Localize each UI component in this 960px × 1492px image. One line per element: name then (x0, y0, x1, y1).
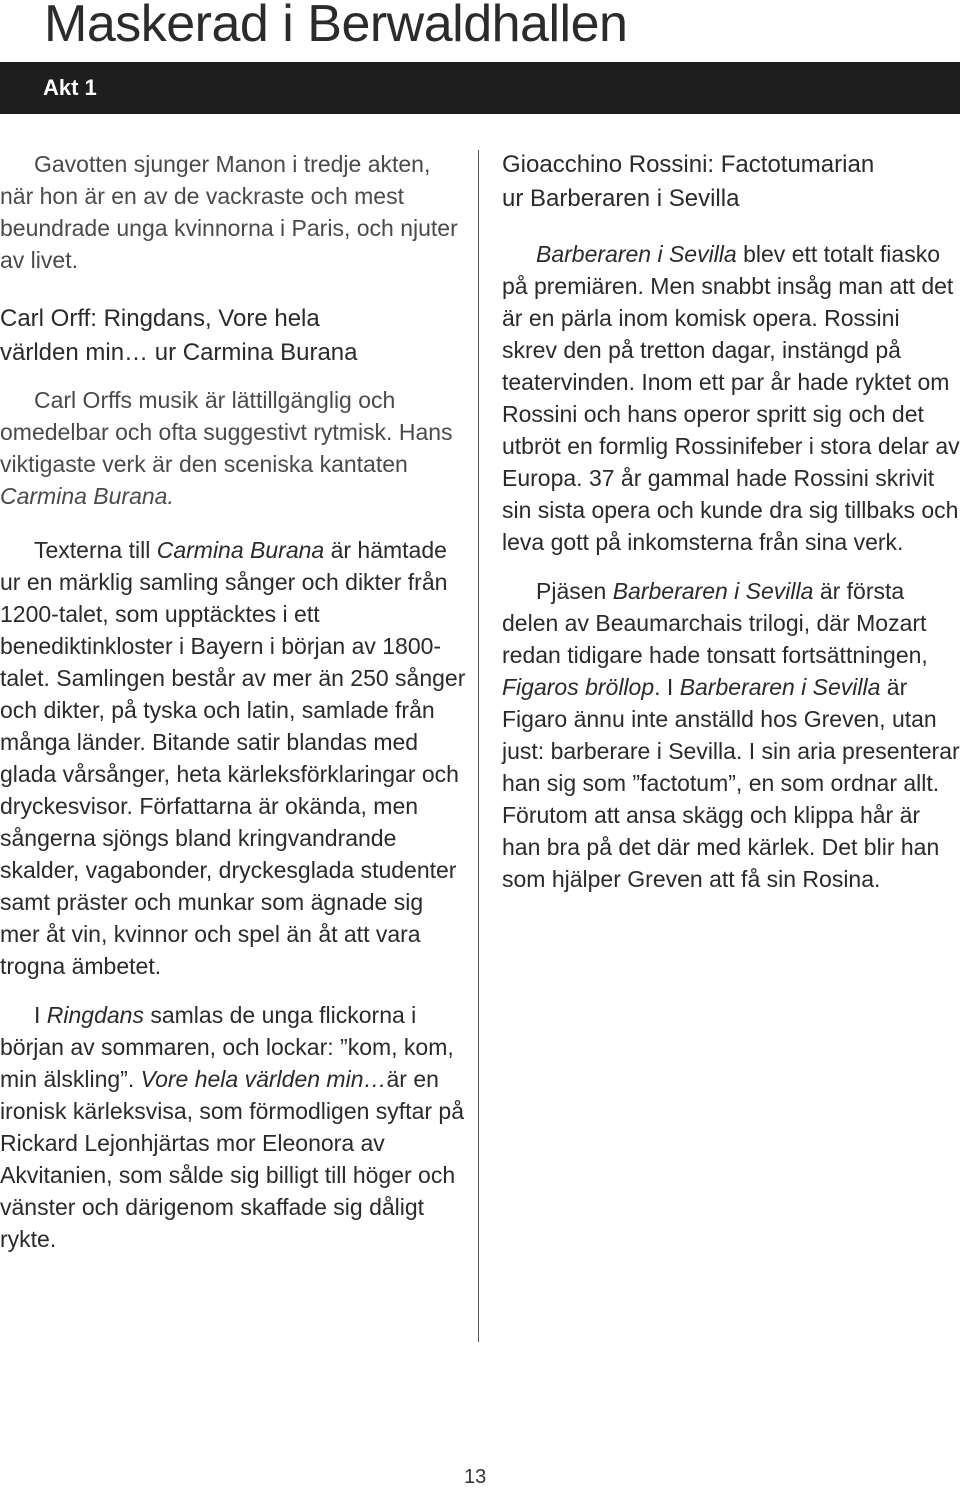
rossini-heading-line1: Gioacchino Rossini: Factotumarian (502, 151, 875, 178)
rossini-p2-italic-3: Barberaren i Sevilla (679, 674, 881, 700)
orff-paragraph-2 (0, 534, 468, 982)
rossini-p1-text: blev ett totalt fiasko på premiären. Men snabbt insåg man att det är en pärla inom komisk opera. Rossini skrev den på tretton dagar, instängd på teatervinden. Inom ett par år hade ryktet om Rossini och hans operor spritt sig och det utbröt en formlig Rossinifeber i stora delar av Europa. 37 år gammal hade Rossini skrivit sin sista opera och kunde dra sig tillbaks och leva gott på inkomsterna från sina verk. (502, 241, 960, 555)
orff-paragraph-1 (0, 384, 468, 512)
orff-p1-text: Carl Orffs musik är lättillgänglig och omedelbar och ofta suggestivt rytmisk. Hans viktigaste verk är den sceniska kantaten (0, 387, 453, 477)
page-number: 13 (464, 1466, 487, 1488)
rossini-heading (502, 148, 960, 216)
rossini-p2-text-b: är första delen av Beaumarchais trilogi, där Mozart redan tidigare hade tonsatt fortsättningen, (502, 578, 928, 668)
orff-p3-text-b: samlas de unga flickorna i början av sommaren, och lockar: ”kom, kom, min älskling”. (0, 1002, 454, 1092)
rossini-heading-line2: ur Barberaren i Sevilla (502, 185, 740, 212)
left-column (0, 148, 468, 1255)
orff-paragraph-3 (0, 999, 468, 1255)
rossini-p2-text-c: . I (654, 674, 680, 700)
orff-p2-text-a: Texterna till (34, 537, 157, 563)
column-divider (478, 150, 479, 1342)
rossini-p2-italic-2: Figaros bröllop (502, 674, 655, 700)
rossini-p1-italic: Barberaren i Sevilla (536, 241, 737, 267)
rossini-paragraph-1 (502, 238, 960, 558)
act-label: Akt 1 (43, 75, 97, 100)
rossini-p2-text-d: är Figaro ännu inte anställd hos Greven, utan just: barberare i Sevilla. I sin aria presenterar han sig som ”factotum”, en som ordnar allt. Förutom att ansa skägg och klippa hår är han bra på det där med kärlek. Det blir han som hjälper Greven att få sin Rosina. (502, 674, 960, 892)
intro-paragraph: Gavotten sjunger Manon i tredje akten, när hon är en av de vackraste och mest beundrade unga kvinnorna i Paris, och njuter av livet. (0, 151, 458, 273)
orff-p2-text-b: är hämtade ur en märklig samling sånger och dikter från 1200-talet, som upptäcktes i ett benediktinkloster i Bayern i början av 1800-talet. Samlingen består av mer än 250 sånger och dikter, på tyska och latin, samlade från många länder. Bitande satir blandas med glada vårsånger, heta kärleksförklaringar och dryckesvisor. Författarna är okända, men sångerna sjöngs bland kringvandrande skalder, vagabonder, dryckesglada studenter samt präster och munkar som ägnade sig mer åt vin, kvinnor och spel än åt att vara trogna ämbetet. (0, 537, 466, 979)
orff-p1-italic: Carmina Burana. (0, 483, 174, 509)
orff-p2-italic: Carmina Burana (156, 537, 325, 563)
orff-p3-text-a: I (34, 1002, 47, 1028)
rossini-paragraph-2 (502, 575, 960, 895)
rossini-p2-text-a: Pjäsen (536, 578, 613, 604)
orff-heading-line2: världen min… ur Carmina Burana (0, 339, 358, 366)
rossini-p2-italic-1: Barberaren i Sevilla (612, 578, 814, 604)
orff-p3-text-c: är en ironisk kärleksvisa, som förmodligen syftar på Rickard Lejonhjärtas mor Eleonora av Akvitanien, som sålde sig billigt till höger och vänster och därigenom skaffade sig dåligt rykte. (0, 1066, 464, 1252)
act-banner (0, 62, 960, 114)
orff-p3-italic-2: Vore hela världen min… (140, 1066, 387, 1092)
orff-heading-line1: Carl Orff: Ringdans, Vore hela (0, 305, 320, 332)
right-column (502, 148, 960, 895)
page-title: Maskerad i Berwaldhallen (44, 0, 628, 53)
orff-p3-italic-1: Ringdans (46, 1002, 144, 1028)
orff-heading (0, 302, 468, 370)
